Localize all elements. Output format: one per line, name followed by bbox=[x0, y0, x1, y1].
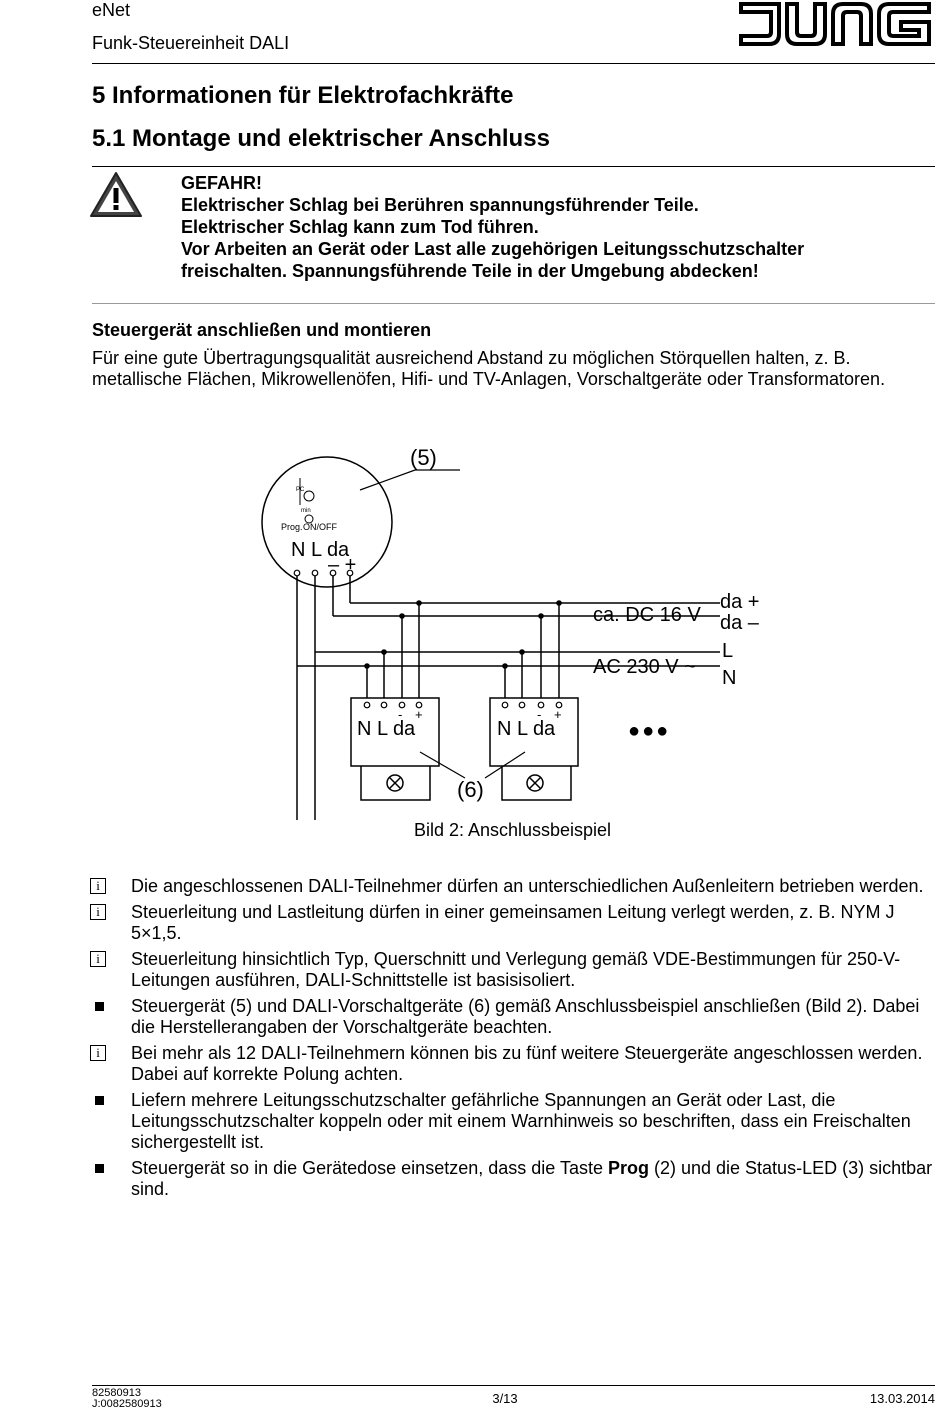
info-note bbox=[90, 876, 945, 897]
bullet-square-icon bbox=[95, 1002, 104, 1011]
note-text: Die angeschlossenen DALI-Teilnehmer dürfen an unterschiedlichen Außenleitern betrieben werden. bbox=[131, 876, 924, 896]
document-date: 13.03.2014 bbox=[869, 1391, 935, 1406]
header-brand: eNet bbox=[92, 0, 131, 20]
line-da-plus-label: da + bbox=[720, 591, 760, 613]
header-product: Funk-Steuereinheit DALI bbox=[92, 33, 290, 53]
ballast2-plus: + bbox=[554, 707, 562, 722]
prog-key-label: Prog bbox=[607, 1158, 649, 1178]
ballast1-terminals: N L da bbox=[357, 718, 416, 740]
ballast2-minus: - bbox=[537, 707, 542, 722]
line-N-label: N bbox=[722, 667, 737, 689]
device-min-label: min bbox=[301, 508, 311, 514]
notes-list bbox=[90, 876, 945, 1205]
step-item bbox=[90, 1158, 945, 1200]
step-text-part: Steuergerät so in die Gerätedose einsetzen, dass die Taste bbox=[131, 1158, 608, 1178]
heading-rule bbox=[92, 166, 935, 167]
device-onoff-label: ON/OFF bbox=[303, 522, 337, 532]
info-note bbox=[90, 949, 945, 991]
section-heading: 5 Informationen für Elektrofachkräfte bbox=[92, 82, 514, 109]
label-ballast-6: (6) bbox=[457, 777, 484, 802]
note-text: Steuerleitung und Lastleitung dürfen in einer gemeinsamen Leitung verlegt werden, z. B. NYM J 5×1,5. bbox=[131, 902, 895, 943]
bullet-square-icon bbox=[95, 1096, 104, 1105]
note-text: Bei mehr als 12 DALI-Teilnehmern können bis zu fünf weitere Steuergeräte angeschlossen werden. Dabei auf korrekte Polung achten. bbox=[131, 1043, 923, 1084]
warning-rule bbox=[92, 303, 935, 304]
step-text: Steuergerät (5) und DALI-Vorschaltgeräte (6) gemäß Anschlussbeispiel anschließen (Bild 2). Dabei die Herstellerangaben der Vorschaltgeräte beachten. bbox=[131, 996, 920, 1037]
step-text-part: (2) und die Status-LED (3) sichtbar sind. bbox=[131, 1158, 933, 1199]
jung-logo bbox=[735, 0, 935, 53]
warning-triangle-icon bbox=[88, 170, 144, 225]
info-icon: i bbox=[90, 878, 106, 894]
bullet-square-icon bbox=[95, 1164, 104, 1173]
info-note bbox=[90, 902, 945, 944]
ballast1-minus: - bbox=[398, 707, 403, 722]
line-da-minus-label: da – bbox=[720, 612, 759, 634]
step-text bbox=[131, 1158, 932, 1199]
warning-line: Elektrischer Schlag kann zum Tod führen. bbox=[181, 217, 539, 237]
ballast1-plus: + bbox=[415, 707, 423, 722]
info-icon: i bbox=[90, 904, 106, 920]
warning-line: Elektrischer Schlag bei Berühren spannungsführender Teile. bbox=[181, 195, 699, 215]
device-terminals-label: N L da bbox=[291, 539, 350, 561]
procedure-title: Steuergerät anschließen und montieren bbox=[92, 320, 432, 340]
warning-text bbox=[181, 172, 901, 282]
info-icon: i bbox=[90, 951, 106, 967]
document-number-2: J:0082580913 bbox=[92, 1398, 162, 1410]
note-text: Steuerleitung hinsichtlich Typ, Querschnitt und Verlegung gemäß VDE-Bestimmungen für 250-V-Leitungen ausführen, DALI-Schnittstelle ist basisisoliert. bbox=[131, 949, 901, 990]
label-controller-5: (5) bbox=[410, 445, 437, 470]
step-text: Liefern mehrere Leitungsschutzschalter gefährliche Spannungen an Gerät oder Last, die Leitungsschutzschalter koppeln oder mit einem Warnhinweis so beschriften, dass ein Freischalten sichergestellt ist. bbox=[131, 1090, 911, 1152]
step-item bbox=[90, 996, 945, 1038]
device-prog-label: Prog. bbox=[281, 522, 303, 532]
subsection-heading: 5.1 Montage und elektrischer Anschluss bbox=[92, 125, 550, 152]
page-number: 3/13 bbox=[492, 1391, 518, 1406]
ac-voltage-label: AC 230 V ~ bbox=[593, 656, 696, 678]
document-number-1: 82580913 bbox=[92, 1387, 141, 1399]
ballast2-terminals: N L da bbox=[497, 718, 556, 740]
device-polarity-label: – + bbox=[328, 554, 357, 576]
info-icon: i bbox=[90, 1045, 106, 1061]
footer-rule bbox=[92, 1385, 935, 1386]
more-ballasts-dots: ●●● bbox=[628, 720, 671, 742]
header-rule bbox=[92, 63, 935, 64]
dc-voltage-label: ca. DC 16 V bbox=[593, 604, 701, 626]
wiring-diagram bbox=[0, 430, 950, 825]
warning-line: GEFAHR! bbox=[181, 173, 262, 193]
info-note bbox=[90, 1043, 945, 1085]
figure-caption: Bild 2: Anschlussbeispiel bbox=[413, 820, 612, 840]
device-pc-label: PC bbox=[296, 487, 305, 493]
line-L-label: L bbox=[722, 640, 734, 662]
intro-paragraph: Für eine gute Übertragungsqualität ausreichend Abstand zu möglichen Störquellen halten, z. B. metallische Flächen, Mikrowellenöfen, Hifi- und TV-Anlagen, Vorschaltgeräte oder Transformatoren. bbox=[92, 348, 886, 389]
warning-line: Vor Arbeiten an Gerät oder Last alle zugehörigen Leitungsschutzschalter freischalten. Spannungsführende Teile in der Umgebung abdecken! bbox=[181, 239, 805, 281]
step-item bbox=[90, 1090, 945, 1153]
